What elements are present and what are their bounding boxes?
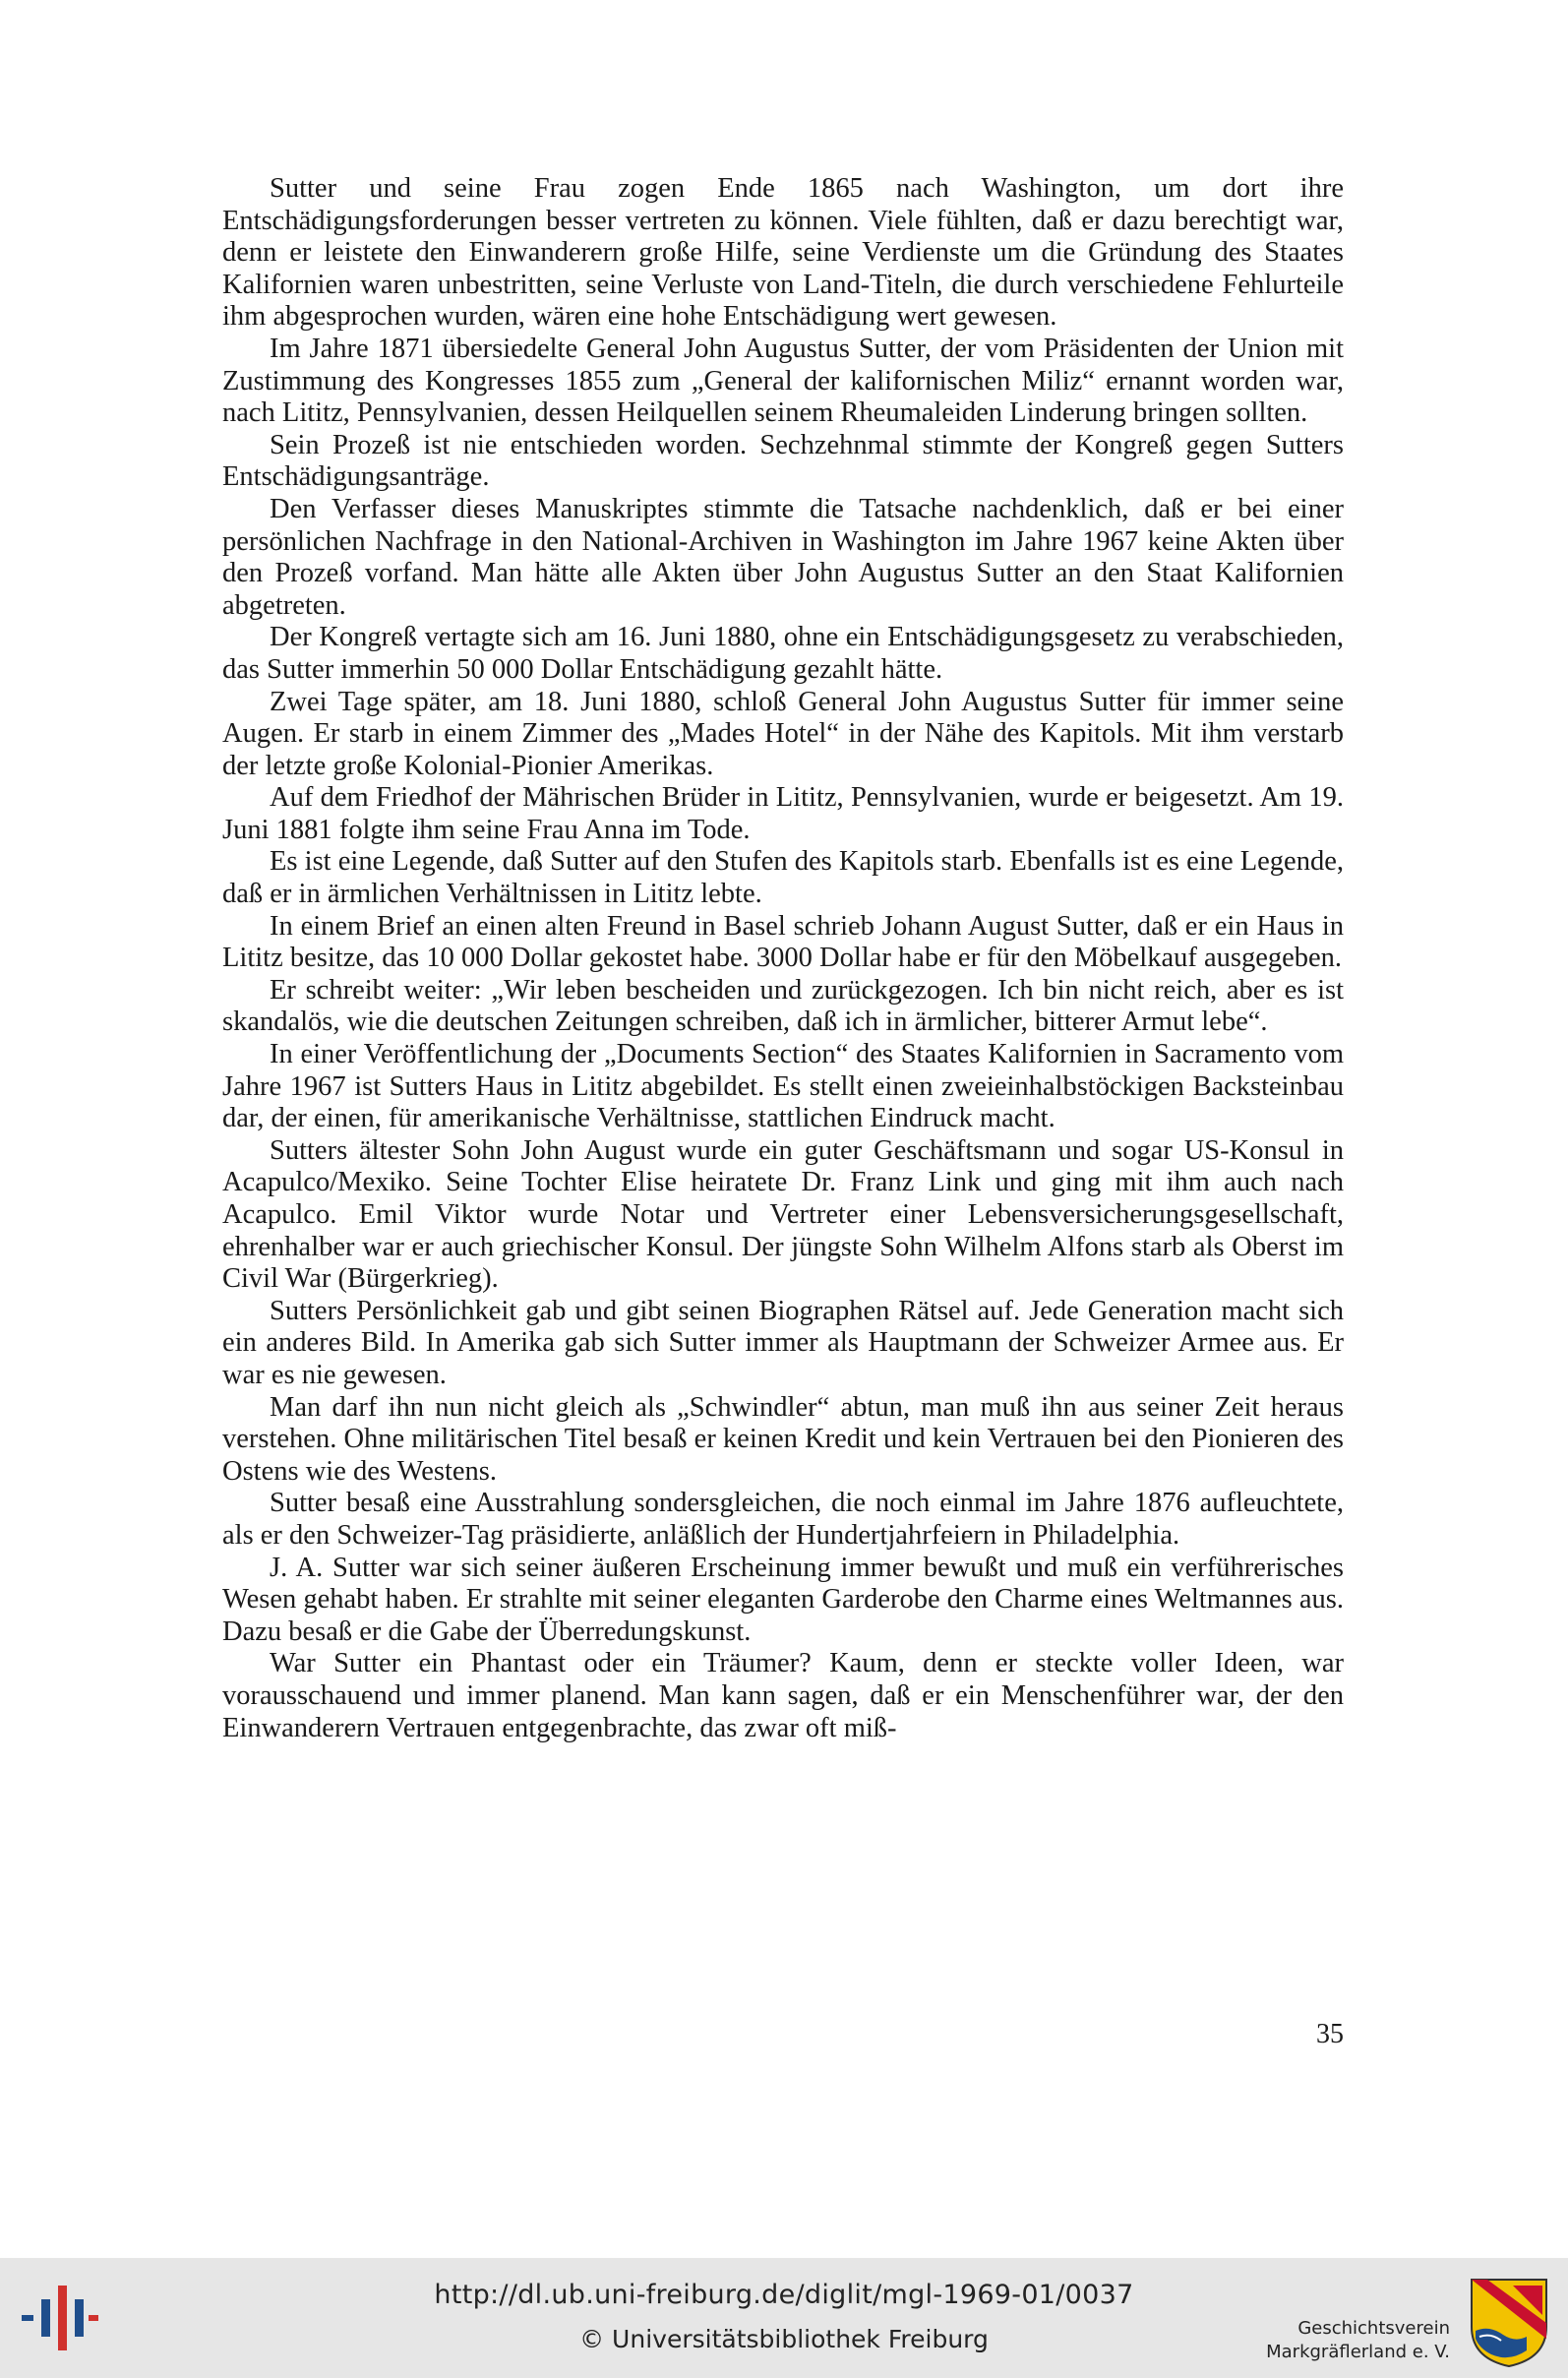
paragraph: Den Verfasser dieses Manuskriptes stimmte die Tatsache nachdenklich, daß er bei einer persönlichen Nachfrage in den National-Archiven in Washington im Jahre 1967 keine Akten über den Prozeß vorfand. Man hätte alle Akten über John Augustus Sutter an den Staat Kalifornien abgetreten. [222, 493, 1344, 621]
paragraph: Der Kongreß vertagte sich am 16. Juni 1880, ohne ein Entschädigungsgesetz zu verabschieden, das Sutter immerhin 50 000 Dollar Entschädigung gezahlt hätte. [222, 622, 1344, 685]
paragraph: Sutters Persönlichkeit gab und gibt seinen Biographen Rätsel auf. Jede Generation macht sich ein anderes Bild. In Amerika gab sich Sutter immer als Hauptmann der Schweizer Armee aus. Er war es nie gewesen. [222, 1295, 1344, 1390]
paragraph: Sein Prozeß ist nie entschieden worden. Sechzehnmal stimmte der Kongreß gegen Sutters Entschädigungsanträge. [222, 429, 1344, 493]
society-line-1: Geschichtsverein [1297, 2318, 1450, 2339]
paragraph: War Sutter ein Phantast oder ein Träumer? Kaum, denn er steckte voller Ideen, war vorausschauend und immer planend. Man kann sagen, daß er ein Menschenführer war, der den Einwanderern Vertrauen entgegenbrachte, das zwar oft miß- [222, 1648, 1344, 1743]
paragraph: Er schreibt weiter: „Wir leben bescheiden und zurückgezogen. Ich bin nicht reich, aber es ist skandalös, wie die deutschen Zeitungen schreiben, daß ich in ärmlicher, bitterer Armut lebe“. [222, 974, 1344, 1038]
paragraph: Man darf ihn nun nicht gleich als „Schwindler“ abtun, man muß ihn aus seiner Zeit heraus verstehen. Ohne militärischen Titel besaß er keinen Kredit und kein Vertrauen bei den Pionieren des Ostens wie des Westens. [222, 1391, 1344, 1487]
society-name [1263, 2317, 1450, 2364]
paragraph: Sutter besaß eine Ausstrahlung sondersgleichen, die noch einmal im Jahre 1876 aufleuchtete, als er den Schweizer-Tag präsidierte, anläßlich der Hundertjahrfeiern in Philadelphia. [222, 1488, 1344, 1551]
paragraph: J. A. Sutter war sich seiner äußeren Erscheinung immer bewußt und muß ein verführerisches Wesen gehabt haben. Er strahlte mit seiner eleganten Garderobe den Charme eines Weltmannes aus. Dazu besaß er die Gabe der Überredungskunst. [222, 1552, 1344, 1647]
viewer-footer [0, 2258, 1568, 2378]
page-number: 35 [1316, 2019, 1344, 2049]
copyright-text: © Universitätsbibliothek Freiburg [579, 2325, 989, 2353]
paragraph: Sutters ältester Sohn John August wurde ein guter Geschäftsmann und sogar US-Konsul in Acapulco/Mexiko. Seine Tochter Elise heiratete Dr. Franz Link und ging mit ihm auch nach Acapulco. Emil Viktor wurde Notar und Vertreter einer Lebensversicherungsgesellschaft, ehrenhalber war er auch griechischer Konsul. Der jüngste Sohn Wilhelm Alfons starb als Oberst im Civil War (Bürgerkrieg). [222, 1134, 1344, 1295]
society-line-2: Markgräflerland e. V. [1266, 2342, 1450, 2362]
paragraph: Im Jahre 1871 übersiedelte General John Augustus Sutter, der vom Präsidenten der Union mit Zustimmung des Kongresses 1855 zum „General der kalifornischen Miliz“ ernannt worden war, nach Lititz, Pennsylvanien, dessen Heilquellen seinem Rheumaleiden Linderung bringen sollten. [222, 333, 1344, 429]
paragraph: Auf dem Friedhof der Mährischen Brüder in Lititz, Pennsylvanien, wurde er beigesetzt. Am 19. Juni 1881 folgte ihm seine Frau Anna im Tode. [222, 782, 1344, 845]
paragraph: In einer Veröffentlichung der „Documents Section“ des Staates Kalifornien in Sacramento vom Jahre 1967 ist Sutters Haus in Lititz abgebildet. Es stellt einen zweieinhalbstöckigen Backsteinbau dar, der einen, für amerikanische Verhältnisse, stattlichen Eindruck macht. [222, 1039, 1344, 1134]
paragraph: In einem Brief an einen alten Freund in Basel schrieb Johann August Sutter, daß er ein Haus in Lititz besitze, das 10 000 Dollar gekostet habe. 3000 Dollar habe er für den Möbelkauf ausgegeben. [222, 910, 1344, 974]
coat-of-arms-icon[interactable] [1470, 2278, 1548, 2368]
paragraph: Es ist eine Legende, daß Sutter auf den Stufen des Kapitols starb. Ebenfalls ist es eine Legende, daß er in ärmlichen Verhältnissen in Lititz lebte. [222, 846, 1344, 910]
paragraph: Zwei Tage später, am 18. Juni 1880, schloß General John Augustus Sutter für immer seine Augen. Er starb in einem Zimmer des „Mades Hotel“ in der Nähe des Kapitols. Mit ihm verstarb der letzte große Kolonial-Pionier Amerikas. [222, 686, 1344, 781]
body-text [222, 173, 1344, 1744]
paragraph: Sutter und seine Frau zogen Ende 1865 nach Washington, um dort ihre Entschädigungsforderungen besser vertreten zu können. Viele fühlten, daß er dazu berechtigt war, denn er leistete den Einwanderern große Hilfe, seine Verdienste um die Gründung des Staates Kalifornien waren unbestritten, seine Verluste von Land-Titeln, die durch verschiedene Fehlurteile ihm abgesprochen wurden, wären eine hohe Entschädigung wert gewesen. [222, 173, 1344, 333]
document-url-link[interactable]: http://dl.ub.uni-freiburg.de/diglit/mgl-1969-01/0037 [434, 2280, 1134, 2310]
